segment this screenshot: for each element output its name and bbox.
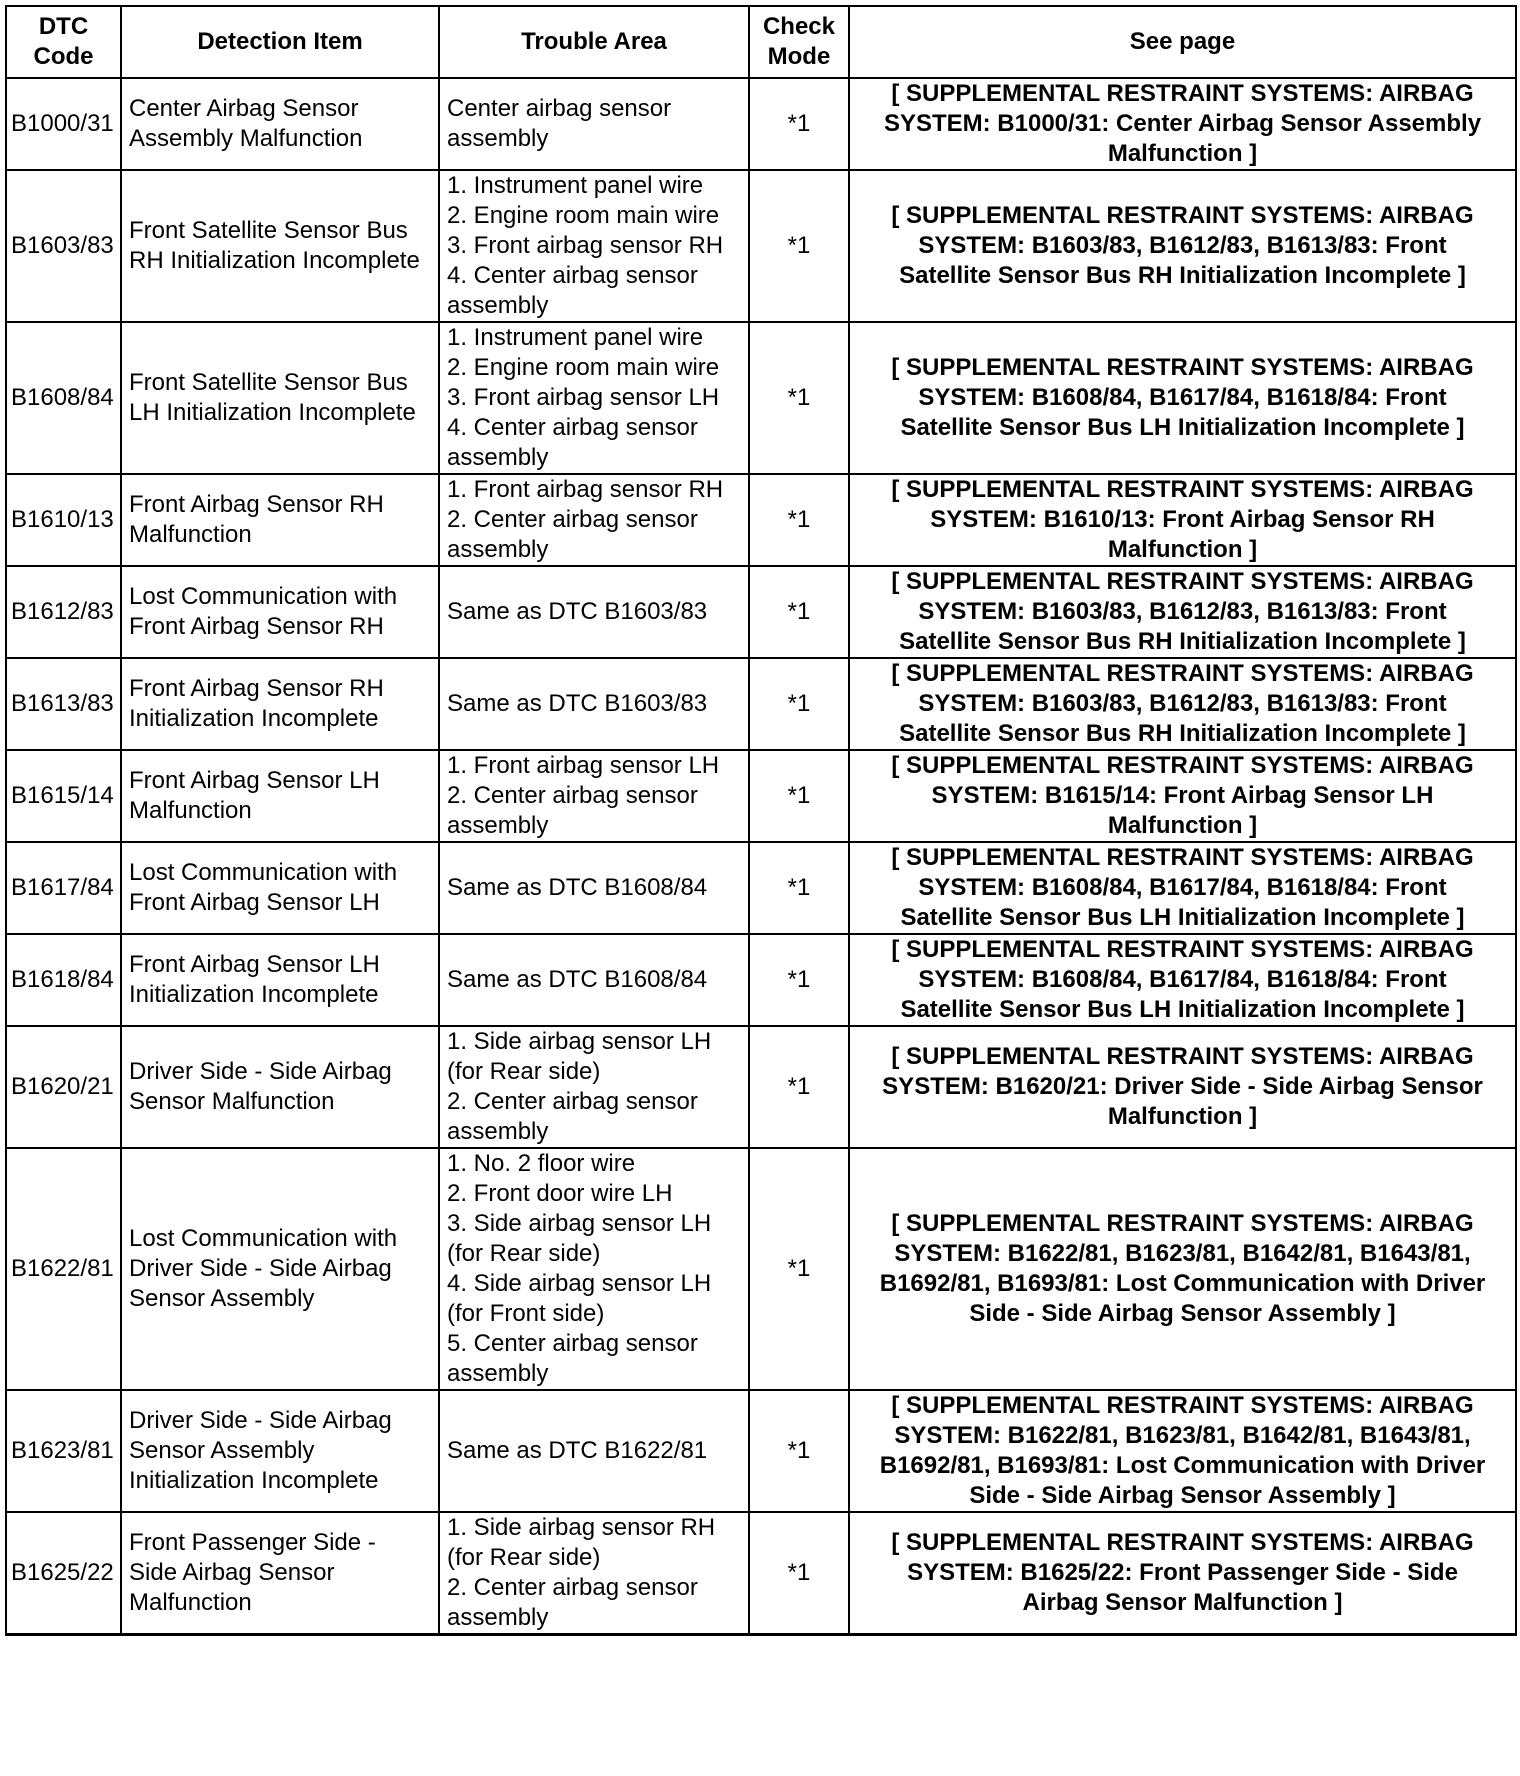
item-line: Initialization Incomplete (129, 1467, 379, 1494)
page-line: [ SUPPLEMENTAL RESTRAINT SYSTEMS: AIRBAG (891, 476, 1474, 503)
item-line: Lost Communication with (129, 859, 398, 886)
page-line: Satellite Sensor Bus RH Initialization Incomplete ] (899, 262, 1466, 289)
table-row (6, 78, 1516, 170)
table-row (6, 1148, 1516, 1390)
area-line: 2. Center airbag sensor (447, 1574, 698, 1601)
see-page-cell (849, 1512, 1516, 1635)
check-mode-cell: *1 (749, 842, 849, 934)
page-line: Airbag Sensor Malfunction ] (1022, 1589, 1343, 1616)
area-line: 1. Instrument panel wire (447, 324, 704, 351)
see-page-cell (849, 1390, 1516, 1512)
dtc-code-cell: B1623/81 (6, 1390, 121, 1512)
page-line: Malfunction ] (1107, 812, 1258, 839)
check-mode-cell: *1 (749, 1512, 849, 1635)
area-line: 3. Front airbag sensor LH (447, 384, 720, 411)
page-line: [ SUPPLEMENTAL RESTRAINT SYSTEMS: AIRBAG (891, 1529, 1474, 1556)
item-line: RH Initialization Incomplete (129, 247, 420, 274)
area-line: (for Rear side) (447, 1058, 601, 1085)
area-line: assembly (447, 1118, 549, 1145)
item-line: Front Airbag Sensor RH (129, 613, 384, 640)
see-page-cell (849, 750, 1516, 842)
table-header-row (6, 6, 1516, 78)
check-mode-cell: *1 (749, 566, 849, 658)
dtc-code-cell: B1000/31 (6, 78, 121, 170)
see-page-cell (849, 474, 1516, 566)
page-line: SYSTEM: B1608/84, B1617/84, B1618/84: Front (918, 384, 1447, 411)
item-line: Sensor Malfunction (129, 1088, 335, 1115)
dtc-code-cell: B1613/83 (6, 658, 121, 750)
page-line: SYSTEM: B1603/83, B1612/83, B1613/83: Front (918, 598, 1447, 625)
dtc-code-cell: B1618/84 (6, 934, 121, 1026)
dtc-table-container (5, 5, 1515, 1636)
dtc-code-cell: B1603/83 (6, 170, 121, 322)
header-check-mode: Check Mode (749, 6, 849, 78)
check-mode-cell: *1 (749, 322, 849, 474)
header-see-page: See page (849, 6, 1516, 78)
item-line: Lost Communication with (129, 583, 398, 610)
page-line: SYSTEM: B1608/84, B1617/84, B1618/84: Front (918, 874, 1447, 901)
page-line: B1692/81, B1693/81: Lost Communication with Driver (879, 1270, 1486, 1297)
area-line: assembly (447, 1604, 549, 1631)
check-mode-cell: *1 (749, 750, 849, 842)
check-mode-cell: *1 (749, 658, 849, 750)
check-mode-cell: *1 (749, 1026, 849, 1148)
area-line: assembly (447, 292, 549, 319)
area-line: assembly (447, 812, 549, 839)
check-mode-cell: *1 (749, 1390, 849, 1512)
page-line: Malfunction ] (1107, 536, 1258, 563)
page-line: SYSTEM: B1622/81, B1623/81, B1642/81, B1643/81, (894, 1422, 1471, 1449)
area-line: (for Front side) (447, 1300, 605, 1327)
detection-item-cell (121, 1390, 439, 1512)
item-line: Front Satellite Sensor Bus (129, 217, 408, 244)
table-row (6, 1026, 1516, 1148)
area-line: assembly (447, 125, 549, 152)
table-row (6, 842, 1516, 934)
page-line: Satellite Sensor Bus LH Initialization Incomplete ] (900, 996, 1465, 1023)
page-line: [ SUPPLEMENTAL RESTRAINT SYSTEMS: AIRBAG (891, 568, 1474, 595)
see-page-cell (849, 170, 1516, 322)
area-line: 3. Front airbag sensor RH (447, 232, 724, 259)
detection-item-cell (121, 474, 439, 566)
area-line: 4. Center airbag sensor (447, 262, 698, 289)
table-row (6, 1512, 1516, 1635)
trouble-area-cell (439, 658, 749, 750)
area-line: 4. Center airbag sensor (447, 414, 698, 441)
area-line: assembly (447, 536, 549, 563)
trouble-area-cell (439, 566, 749, 658)
page-line: [ SUPPLEMENTAL RESTRAINT SYSTEMS: AIRBAG (891, 80, 1474, 107)
page-line: Satellite Sensor Bus LH Initialization Incomplete ] (900, 904, 1465, 931)
dtc-code-cell: B1612/83 (6, 566, 121, 658)
trouble-area-cell (439, 1148, 749, 1390)
area-line: 5. Center airbag sensor (447, 1330, 698, 1357)
table-row (6, 474, 1516, 566)
area-line: 2. Center airbag sensor (447, 1088, 698, 1115)
page-line: [ SUPPLEMENTAL RESTRAINT SYSTEMS: AIRBAG (891, 354, 1474, 381)
page-line: Side - Side Airbag Sensor Assembly ] (969, 1300, 1396, 1327)
check-mode-cell: *1 (749, 934, 849, 1026)
item-line: Front Airbag Sensor RH (129, 675, 384, 702)
area-line: assembly (447, 444, 549, 471)
area-line: 4. Side airbag sensor LH (447, 1270, 712, 1297)
header-dtc-code: DTC Code (6, 6, 121, 78)
see-page-cell (849, 658, 1516, 750)
area-line: assembly (447, 1360, 549, 1387)
dtc-code-cell: B1620/21 (6, 1026, 121, 1148)
see-page-cell (849, 78, 1516, 170)
area-line: Same as DTC B1608/84 (447, 874, 708, 901)
check-mode-cell: *1 (749, 1148, 849, 1390)
item-line: Front Airbag Sensor LH (129, 767, 380, 794)
item-line: Center Airbag Sensor (129, 95, 359, 122)
dtc-code-cell: B1610/13 (6, 474, 121, 566)
dtc-code-cell: B1617/84 (6, 842, 121, 934)
page-line: SYSTEM: B1000/31: Center Airbag Sensor Assembly (883, 110, 1482, 137)
page-line: Malfunction ] (1107, 1103, 1258, 1130)
page-line: [ SUPPLEMENTAL RESTRAINT SYSTEMS: AIRBAG (891, 1043, 1474, 1070)
page-line: [ SUPPLEMENTAL RESTRAINT SYSTEMS: AIRBAG (891, 1210, 1474, 1237)
page-line: [ SUPPLEMENTAL RESTRAINT SYSTEMS: AIRBAG (891, 202, 1474, 229)
trouble-area-cell (439, 842, 749, 934)
item-line: Driver Side - Side Airbag (129, 1407, 392, 1434)
check-mode-cell: *1 (749, 170, 849, 322)
table-row (6, 750, 1516, 842)
dtc-table (5, 5, 1517, 1636)
area-line: 2. Center airbag sensor (447, 782, 698, 809)
item-line: Assembly Malfunction (129, 125, 363, 152)
area-line: (for Rear side) (447, 1544, 601, 1571)
header-detection-item: Detection Item (121, 6, 439, 78)
item-line: Front Satellite Sensor Bus (129, 369, 408, 396)
page-line: SYSTEM: B1615/14: Front Airbag Sensor LH (931, 782, 1434, 809)
page-line: Satellite Sensor Bus LH Initialization Incomplete ] (900, 414, 1465, 441)
page-line: Malfunction ] (1107, 140, 1258, 167)
area-line: Center airbag sensor (447, 95, 672, 122)
trouble-area-cell (439, 934, 749, 1026)
detection-item-cell (121, 566, 439, 658)
dtc-code-cell: B1622/81 (6, 1148, 121, 1390)
area-line: Same as DTC B1603/83 (447, 690, 708, 717)
dtc-code-cell: B1615/14 (6, 750, 121, 842)
item-line: Malfunction (129, 1589, 252, 1616)
item-line: Driver Side - Side Airbag (129, 1058, 392, 1085)
check-mode-cell: *1 (749, 474, 849, 566)
detection-item-cell (121, 322, 439, 474)
page-line: [ SUPPLEMENTAL RESTRAINT SYSTEMS: AIRBAG (891, 752, 1474, 779)
page-line: SYSTEM: B1610/13: Front Airbag Sensor RH (930, 506, 1435, 533)
see-page-cell (849, 1148, 1516, 1390)
item-line: Malfunction (129, 797, 252, 824)
page-line: [ SUPPLEMENTAL RESTRAINT SYSTEMS: AIRBAG (891, 844, 1474, 871)
detection-item-cell (121, 1512, 439, 1635)
see-page-cell (849, 842, 1516, 934)
area-line: 1. No. 2 floor wire (447, 1150, 636, 1177)
table-row (6, 322, 1516, 474)
item-line: Sensor Assembly (129, 1437, 315, 1464)
trouble-area-cell (439, 1390, 749, 1512)
detection-item-cell (121, 78, 439, 170)
table-row (6, 934, 1516, 1026)
page-line: B1692/81, B1693/81: Lost Communication with Driver (879, 1452, 1486, 1479)
area-line: 1. Instrument panel wire (447, 172, 704, 199)
trouble-area-cell (439, 170, 749, 322)
see-page-cell (849, 322, 1516, 474)
area-line: 2. Center airbag sensor (447, 506, 698, 533)
detection-item-cell (121, 658, 439, 750)
header-trouble-area: Trouble Area (439, 6, 749, 78)
item-line: Initialization Incomplete (129, 705, 379, 732)
trouble-area-cell (439, 1026, 749, 1148)
table-row (6, 1390, 1516, 1512)
page-line: Side - Side Airbag Sensor Assembly ] (969, 1482, 1396, 1509)
detection-item-cell (121, 170, 439, 322)
item-line: Side Airbag Sensor (129, 1559, 335, 1586)
page-line: [ SUPPLEMENTAL RESTRAINT SYSTEMS: AIRBAG (891, 936, 1474, 963)
area-line: Same as DTC B1608/84 (447, 966, 708, 993)
item-line: Front Passenger Side - (129, 1529, 376, 1556)
trouble-area-cell (439, 78, 749, 170)
page-line: SYSTEM: B1608/84, B1617/84, B1618/84: Front (918, 966, 1447, 993)
item-line: Front Airbag Sensor LH (129, 889, 380, 916)
trouble-area-cell (439, 322, 749, 474)
dtc-code-cell: B1608/84 (6, 322, 121, 474)
see-page-cell (849, 566, 1516, 658)
item-line: LH Initialization Incomplete (129, 399, 416, 426)
area-line: 2. Engine room main wire (447, 354, 720, 381)
detection-item-cell (121, 842, 439, 934)
item-line: Lost Communication with (129, 1225, 398, 1252)
dtc-code-cell: B1625/22 (6, 1512, 121, 1635)
detection-item-cell (121, 1026, 439, 1148)
area-line: Same as DTC B1622/81 (447, 1437, 708, 1464)
detection-item-cell (121, 1148, 439, 1390)
area-line: 3. Side airbag sensor LH (447, 1210, 712, 1237)
item-line: Front Airbag Sensor LH (129, 951, 380, 978)
area-line: 2. Engine room main wire (447, 202, 720, 229)
page-line: SYSTEM: B1603/83, B1612/83, B1613/83: Front (918, 232, 1447, 259)
table-row (6, 566, 1516, 658)
item-line: Sensor Assembly (129, 1285, 315, 1312)
area-line: 1. Side airbag sensor RH (447, 1514, 716, 1541)
trouble-area-cell (439, 1512, 749, 1635)
page-line: SYSTEM: B1603/83, B1612/83, B1613/83: Front (918, 690, 1447, 717)
item-line: Front Airbag Sensor RH (129, 491, 384, 518)
check-mode-cell: *1 (749, 78, 849, 170)
page-line: [ SUPPLEMENTAL RESTRAINT SYSTEMS: AIRBAG (891, 660, 1474, 687)
table-body (6, 78, 1516, 1635)
area-line: 1. Side airbag sensor LH (447, 1028, 712, 1055)
table-row (6, 170, 1516, 322)
page-line: SYSTEM: B1620/21: Driver Side - Side Airbag Sensor (882, 1073, 1483, 1100)
detection-item-cell (121, 750, 439, 842)
see-page-cell (849, 934, 1516, 1026)
item-line: Initialization Incomplete (129, 981, 379, 1008)
page-line: Satellite Sensor Bus RH Initialization Incomplete ] (899, 628, 1466, 655)
table-row (6, 658, 1516, 750)
item-line: Malfunction (129, 521, 252, 548)
item-line: Driver Side - Side Airbag (129, 1255, 392, 1282)
area-line: 1. Front airbag sensor RH (447, 476, 724, 503)
trouble-area-cell (439, 750, 749, 842)
page-line: [ SUPPLEMENTAL RESTRAINT SYSTEMS: AIRBAG (891, 1392, 1474, 1419)
page-line: SYSTEM: B1622/81, B1623/81, B1642/81, B1643/81, (894, 1240, 1471, 1267)
area-line: 1. Front airbag sensor LH (447, 752, 720, 779)
see-page-cell (849, 1026, 1516, 1148)
area-line: Same as DTC B1603/83 (447, 598, 708, 625)
area-line: 2. Front door wire LH (447, 1180, 673, 1207)
area-line: (for Rear side) (447, 1240, 601, 1267)
trouble-area-cell (439, 474, 749, 566)
detection-item-cell (121, 934, 439, 1026)
page-line: SYSTEM: B1625/22: Front Passenger Side - Side (907, 1559, 1458, 1586)
page-line: Satellite Sensor Bus RH Initialization Incomplete ] (899, 720, 1466, 747)
